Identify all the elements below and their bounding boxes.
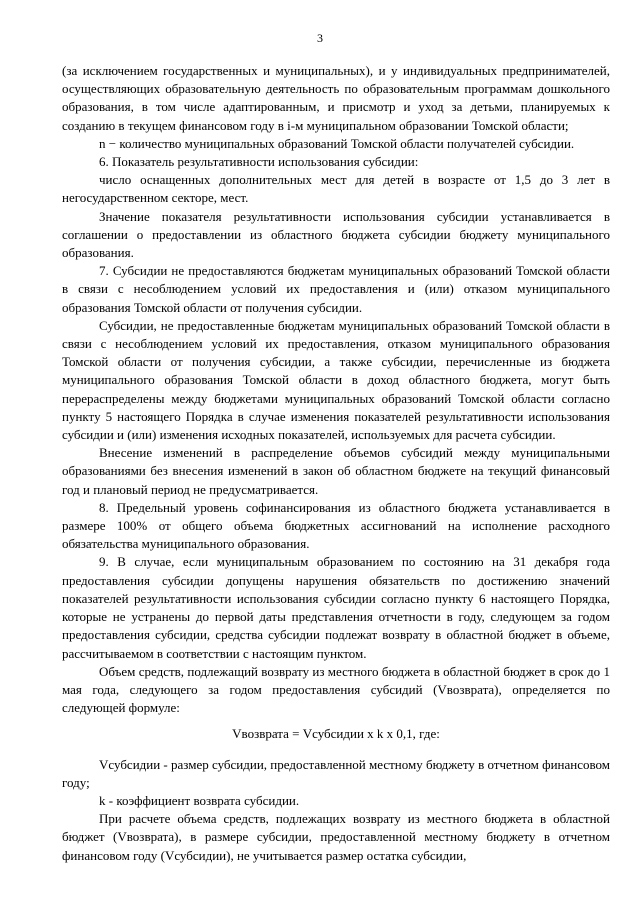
paragraph-continuation: (за исключением государственных и муниципальных), и у индивидуальных предпринимателей, осуществляющих образовательную деятельность по образовательным программам дошкольного образования, в том числе адаптированным, и присмотр и уход за детьми, планируемых к созданию в текущем финансовом году в i-м муниципальном образовании Томской области; bbox=[62, 63, 610, 133]
document-body bbox=[62, 62, 610, 865]
paragraph-6-indicator: число оснащенных дополнительных мест для детей в возрасте от 1,5 до 3 лет в негосударственном секторе, мест. bbox=[62, 172, 610, 206]
paragraph-n-definition: n − количество муниципальных образований Томской области получателей субсидии. bbox=[99, 135, 575, 151]
paragraph-vsubsidii-definition: Vсубсидии - размер субсидии, предоставленной местному бюджету в отчетном финансовом году; bbox=[62, 756, 611, 790]
paragraph-9-volume: Объем средств, подлежащий возврату из местного бюджета в областной бюджет в срок до 1 мая года, следующего за годом предоставления субсидий (Vвозврата), определяется по следующей формуле: bbox=[62, 663, 610, 716]
paragraph-7: 7. Субсидии не предоставляются бюджетам муниципальных образований Томской области в связи с несоблюдением условий их предоставления и (или) отказом муниципального образования Томской области от получения субсидии. bbox=[62, 263, 610, 315]
page-number: 3 bbox=[317, 31, 323, 45]
paragraph-8: 8. Предельный уровень софинансирования из областного бюджета устанавливается в размере 100% от общего объема бюджетных ассигнований на исполнение расходного обязательства муниципального образования. bbox=[62, 499, 610, 552]
formula: Vвозврата = Vсубсидии x k x 0,1, где: bbox=[232, 726, 440, 742]
paragraph-calculation: При расчете объема средств, подлежащих возврату из местного бюджета в областной бюджет (Vвозврата), в размере субсидии, предоставленной местному бюджету в отчетном финансовом году (Vсубсидии), не учитывается размер остатка субсидии, bbox=[62, 811, 610, 863]
paragraph-k-definition: k - коэффициент возврата субсидии. bbox=[99, 792, 300, 808]
paragraph-7-changes: Внесение изменений в распределение объемов субсидий между муниципальными образованиями без внесения изменений в закон об областном бюджете на текущий финансовый год и плановый период не предусматривается. bbox=[62, 445, 610, 497]
paragraph-6-value: Значение показателя результативности использования субсидии устанавливается в соглашении о предоставлении из областного бюджета субсидии бюджету муниципального образования. bbox=[62, 208, 610, 261]
paragraph-7-redistribution: Субсидии, не предоставленные бюджетам муниципальных образований Томской области в связи с несоблюдением условий их предоставления, отказом муниципального образования Томской области от получения субсидии, а также субсидии, перечисленные из бюджета муниципального образования Томской области в доход областного бюджета, могут быть перераспределены между бюджетами муниципальных образований Томской области согласно пункту 5 настоящего Порядка в случае изменения показателей результативности использования субсидии и (или) изменения исходных показателей, используемых для расчета субсидии. bbox=[62, 317, 610, 443]
paragraph-9: 9. В случае, если муниципальным образованием по состоянию на 31 декабря года предоставления субсидии допущены нарушения обязательств по достижению значений показателей результативности использования субсидии согласно пункту 6 настоящего Порядка, которые не устранены до первой даты представления отчетности в году, следующем за годом предоставления субсидии, средства субсидии подлежат возврату в областной бюджет в объеме, рассчитываемом в соответствии с настоящим пунктом. bbox=[62, 554, 610, 661]
paragraph-6-heading: 6. Показатель результативности использования субсидии: bbox=[99, 154, 419, 170]
